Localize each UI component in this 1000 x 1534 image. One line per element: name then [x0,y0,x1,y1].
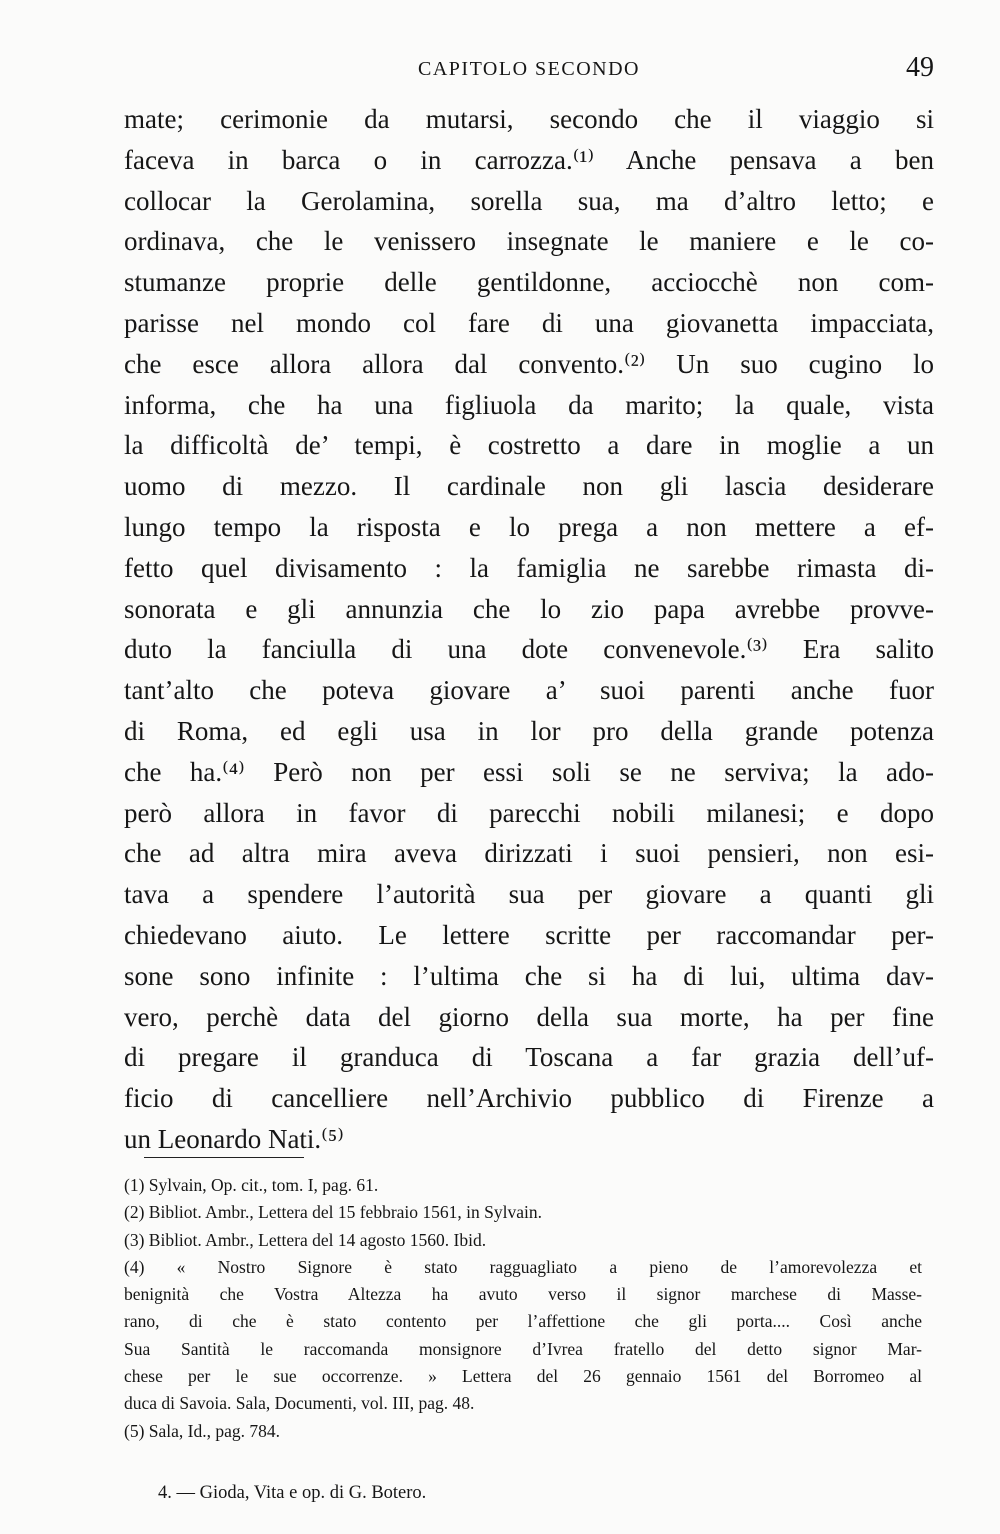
text-line: che ha.⁽⁴⁾ Però non per essi soli se ne serviva; la ado- [124,756,934,787]
text-line: stumanze proprie delle gentildonne, acciocchè non com- [124,267,934,298]
text-line: tant’alto che poteva giovare a’ suoi parenti anche fuor [124,675,934,706]
text-line: fetto quel divisamento : la famiglia ne sarebbe rimasta di- [124,552,934,583]
text-line: sone sono infinite : l’ultima che si ha di lui, ultima dav- [124,960,934,991]
text-line: di Roma, ed egli usa in lor pro della grande potenza [124,715,934,746]
text-line: parisse nel mondo col fare di una giovanetta impacciata, [124,307,934,338]
text-line: informa, che ha una figliuola da marito; la quale, vista [124,389,934,420]
footnote-rule [144,1157,304,1158]
body-text [124,99,934,1160]
text-line: che esce allora allora dal convento.⁽²⁾ Un suo cugino lo [124,348,934,379]
text-line: tava a spendere l’autorità sua per giovare a quanti gli [124,879,934,910]
text-line: ficio di cancelliere nell’Archivio pubblico di Firenze a [124,1083,934,1114]
footnote-5: (5) Sala, Id., pag. 784. [124,1420,281,1441]
text-line: vero, perchè data del giorno della sua morte, ha per fine [124,1001,934,1032]
footnote-4-line: duca di Savoia. Sala, Documenti, vol. III, pag. 48. [124,1393,475,1414]
text-line: la difficoltà de’ tempi, è costretto a dare in moglie a un [124,430,934,461]
text-line: collocar la Gerolamina, sorella sua, ma d’altro letto; e [124,185,934,216]
footnote-2: (2) Bibliot. Ambr., Lettera del 15 febbraio 1561, in Sylvain. [124,1202,542,1223]
text-line: duto la fanciulla di una dote convenevole.⁽³⁾ Era salito [124,634,934,665]
text-line: lungo tempo la risposta e lo prega a non mettere a ef- [124,511,934,542]
text-line: mate; cerimonie da mutarsi, secondo che il viaggio si [124,104,934,134]
text-line: ordinava, che le venissero insegnate le maniere e le co- [124,226,934,257]
running-head [124,52,934,86]
chapter-title: CAPITOLO SECONDO [418,58,640,80]
text-line: un Leonardo Nati.⁽⁵⁾ [124,1123,344,1154]
text-line: di pregare il granduca di Toscana a far grazia dell’uf- [124,1042,934,1073]
text-line: chiedevano aiuto. Le lettere scritte per raccomandar per- [124,919,934,950]
footnotes [124,1172,922,1445]
text-line: però allora in favor di parecchi nobili milanesi; e dopo [124,797,934,828]
text-line: sonorata e gli annunzia che lo zio papa avrebbe provve- [124,593,934,624]
footnote-4-line: benignità che Vostra Altezza ha avuto verso il signor marchese di Masse- [124,1284,922,1305]
footnote-1: (1) Sylvain, Op. cit., tom. I, pag. 61. [124,1175,379,1195]
footnote-4-line: Sua Santità le raccomanda monsignore d’Ivrea fratello del detto signor Mar- [124,1338,922,1359]
text-line: che ad altra mira aveva dirizzati i suoi pensieri, non esi- [124,838,934,869]
text-line: uomo di mezzo. Il cardinale non gli lascia desiderare [124,471,934,502]
footnote-3: (3) Bibliot. Ambr., Lettera del 14 agosto 1560. Ibid. [124,1229,487,1250]
footnote-4-line: chese per le sue occorrenze. » Lettera del 26 gennaio 1561 del Borromeo al [124,1366,922,1387]
text-line: faceva in barca o in carrozza.⁽¹⁾ Anche pensava a ben [124,144,934,175]
signature-line: 4. — Gioda, Vita e op. di G. Botero. [158,1483,427,1503]
footnote-4-line: (4) « Nostro Signore è stato ragguagliato a pieno de l’amorevolezza et [124,1256,922,1277]
footnote-4-line: rano, di che è stato contento per l’affettione che gli porta.... Così anche [124,1311,922,1332]
page-number: 49 [906,52,934,83]
